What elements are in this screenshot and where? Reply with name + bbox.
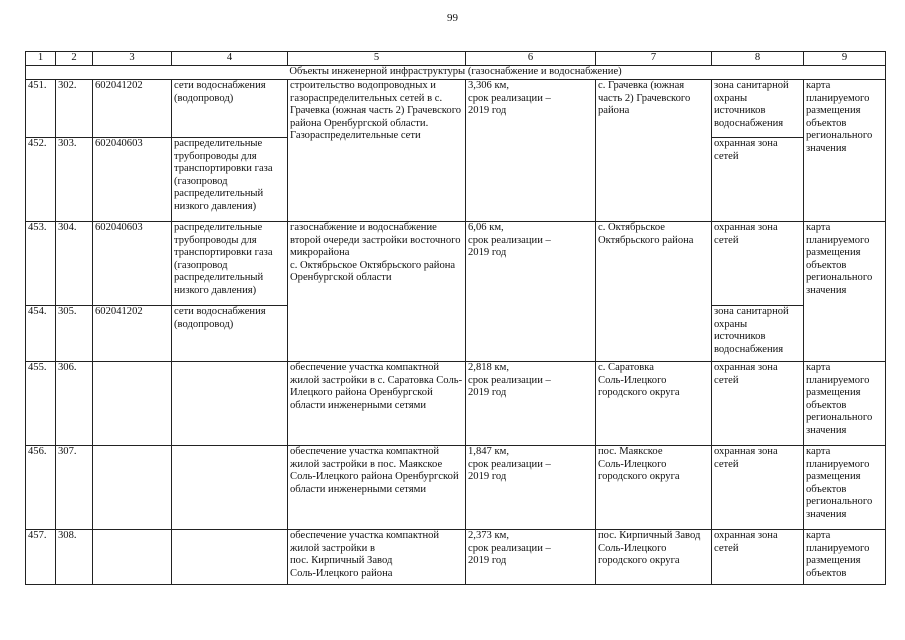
object-number: 307. — [56, 446, 93, 530]
column-number: 4 — [172, 52, 288, 66]
object-code: 602041202 — [93, 306, 172, 362]
zone-type: охранная зона сетей — [712, 530, 804, 585]
zone-type: охранная зона сетей — [712, 446, 804, 530]
object-parameters: 6,06 км, срок реализации – 2019 год — [466, 222, 596, 362]
table-row — [26, 530, 886, 585]
object-name: распределительные трубопроводы для транспортировки газа (газопровод распределительный низкого давления) — [172, 222, 288, 306]
object-parameters: 1,847 км, срок реализации – 2019 год — [466, 446, 596, 530]
row-number: 454. — [26, 306, 56, 362]
object-location: с. Октябрьское Октябрьского района — [596, 222, 712, 362]
object-location: с. Грачевка (южная часть 2) Грачевского района — [596, 80, 712, 222]
object-name — [172, 362, 288, 446]
table-row — [26, 80, 886, 138]
object-number: 308. — [56, 530, 93, 585]
column-number: 8 — [712, 52, 804, 66]
object-name: распределительные трубопроводы для транспортировки газа (газопровод распределительный низкого давления) — [172, 138, 288, 222]
object-purpose: обеспечение участка компактной жилой застройки в с. Саратовка Соль-Илецкого района Оренбургской области инженерными сетями — [288, 362, 466, 446]
object-purpose: газоснабжение и водоснабжение второй очереди застройки восточного микрорайона с. Октябрьское Октябрьского района Оренбургской области — [288, 222, 466, 362]
table-row — [26, 362, 886, 446]
object-location: пос. Кирпичный Завод Соль-Илецкого городского округа — [596, 530, 712, 585]
object-location: пос. Маякское Соль-Илецкого городского округа — [596, 446, 712, 530]
object-location: с. Саратовка Соль-Илецкого городского округа — [596, 362, 712, 446]
page-number: 99 — [447, 12, 458, 24]
map-reference: карта планируемого размещения объектов — [804, 530, 886, 585]
map-reference: карта планируемого размещения объектов регионального значения — [804, 362, 886, 446]
column-number: 9 — [804, 52, 886, 66]
infrastructure-table — [25, 51, 886, 585]
column-number: 7 — [596, 52, 712, 66]
object-number: 304. — [56, 222, 93, 306]
object-purpose: обеспечение участка компактной жилой застройки в пос. Маякское Соль-Илецкого района Оренбургской области инженерными сетями — [288, 446, 466, 530]
object-purpose: обеспечение участка компактной жилой застройки в пос. Кирпичный Завод Соль-Илецкого района — [288, 530, 466, 585]
map-reference: карта планируемого размещения объектов регионального значения — [804, 222, 886, 362]
column-number: 2 — [56, 52, 93, 66]
object-code: 602040603 — [93, 222, 172, 306]
row-number: 455. — [26, 362, 56, 446]
map-reference: карта планируемого размещения объектов регионального значения — [804, 446, 886, 530]
zone-type: зона санитарной охраны источников водоснабжения — [712, 306, 804, 362]
object-code: 602040603 — [93, 138, 172, 222]
object-parameters: 2,373 км, срок реализации – 2019 год — [466, 530, 596, 585]
column-number: 3 — [93, 52, 172, 66]
column-number: 6 — [466, 52, 596, 66]
row-number: 452. — [26, 138, 56, 222]
map-reference: карта планируемого размещения объектов регионального значения — [804, 80, 886, 222]
section-header-row — [26, 66, 886, 80]
row-number: 451. — [26, 80, 56, 138]
object-code: 602041202 — [93, 80, 172, 138]
object-purpose: строительство водопроводных и газораспределительных сетей в с. Грачевка (южная часть 2) Грачевского района Оренбургской области. Газораспределительные сети — [288, 80, 466, 222]
zone-type: охранная зона сетей — [712, 362, 804, 446]
section-title: Объекты инженерной инфраструктуры (газоснабжение и водоснабжение) — [26, 66, 886, 80]
object-name: сети водоснабжения (водопровод) — [172, 80, 288, 138]
object-number: 303. — [56, 138, 93, 222]
object-parameters: 2,818 км, срок реализации – 2019 год — [466, 362, 596, 446]
table-row — [26, 222, 886, 306]
object-number: 302. — [56, 80, 93, 138]
object-code — [93, 362, 172, 446]
object-code — [93, 530, 172, 585]
column-number: 1 — [26, 52, 56, 66]
column-number-row — [26, 52, 886, 66]
column-number: 5 — [288, 52, 466, 66]
zone-type: охранная зона сетей — [712, 222, 804, 306]
row-number: 453. — [26, 222, 56, 306]
object-name — [172, 446, 288, 530]
object-number: 305. — [56, 306, 93, 362]
object-code — [93, 446, 172, 530]
object-name — [172, 530, 288, 585]
object-number: 306. — [56, 362, 93, 446]
row-number: 457. — [26, 530, 56, 585]
table-row — [26, 446, 886, 530]
object-parameters: 3,306 км, срок реализации – 2019 год — [466, 80, 596, 222]
row-number: 456. — [26, 446, 56, 530]
object-name: сети водоснабжения (водопровод) — [172, 306, 288, 362]
zone-type: зона санитарной охраны источников водоснабжения — [712, 80, 804, 138]
zone-type: охранная зона сетей — [712, 138, 804, 222]
